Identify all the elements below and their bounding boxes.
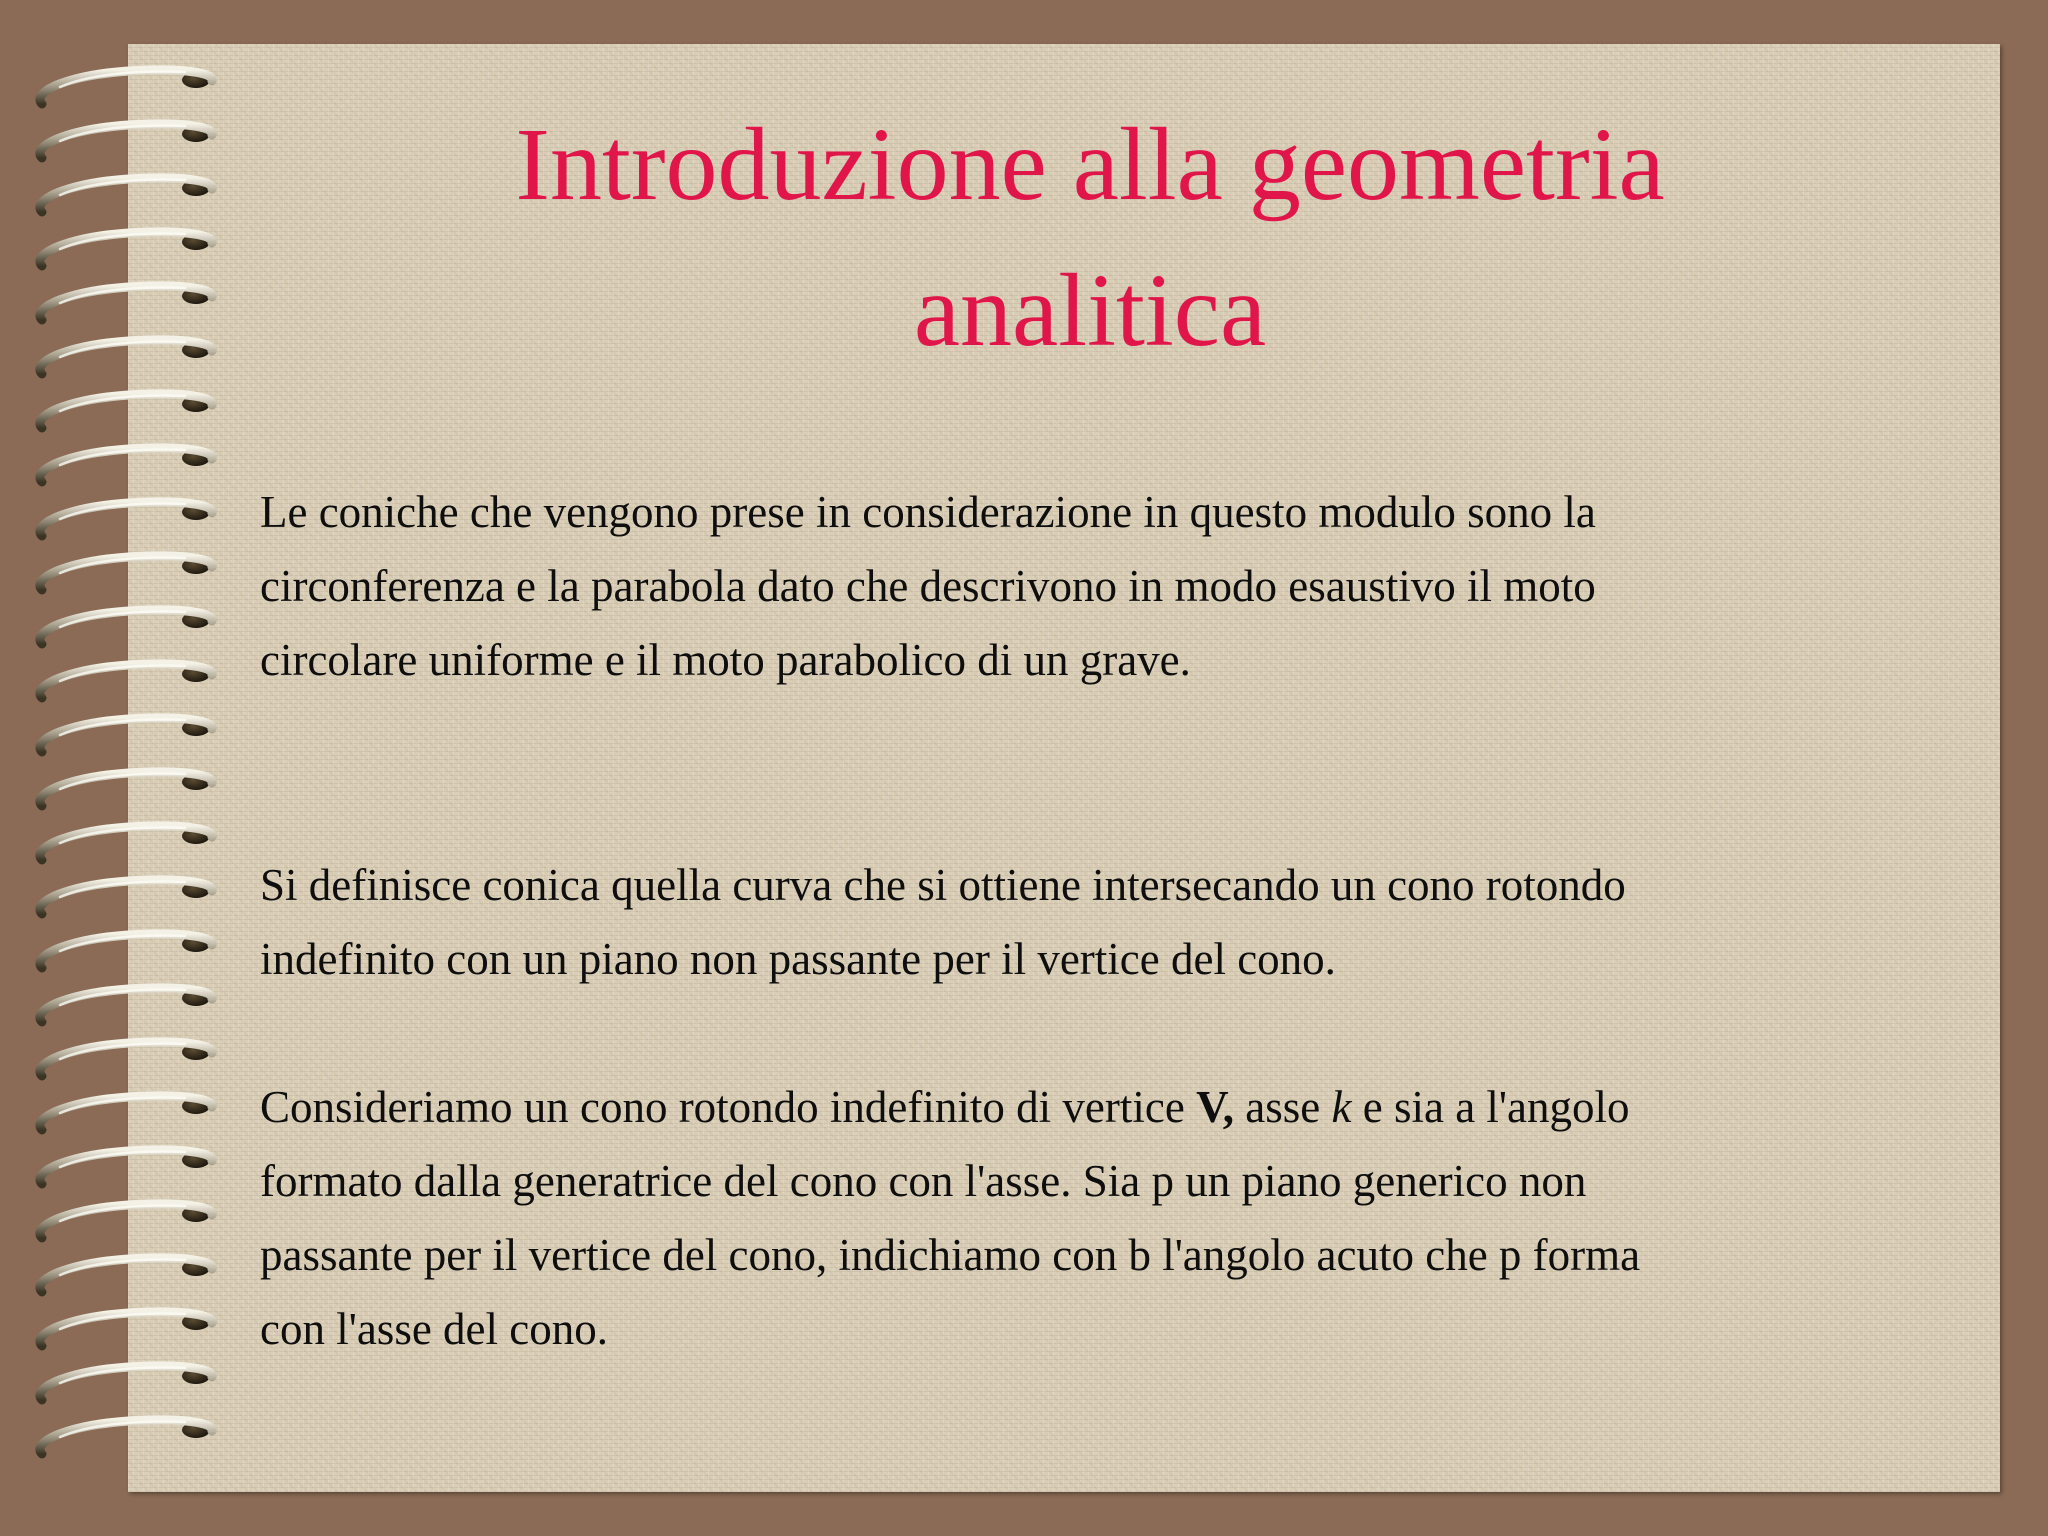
text-line: Si definisce conica quella curva che si ottiene intersecando un cono rotondo <box>260 860 1626 910</box>
spiral-coil <box>40 70 212 104</box>
spiral-coil <box>40 772 212 806</box>
text-line: circonferenza e la parabola dato che descrivono in modo esaustivo il moto <box>260 561 1596 611</box>
spiral-coil <box>40 1096 212 1130</box>
spiral-coil <box>40 664 212 698</box>
paragraph-cone-setup <box>260 1070 1900 1366</box>
spiral-coil <box>40 718 212 752</box>
text-segment: Consideriamo un cono rotondo indefinito di vertice <box>260 1082 1197 1132</box>
text-line: con l'asse del cono. <box>260 1304 609 1354</box>
spiral-coil <box>40 610 212 644</box>
title-line-1: Introduzione alla geometria <box>515 107 1665 222</box>
spiral-coil <box>40 394 212 428</box>
text-line: circolare uniforme e il moto parabolico di un grave. <box>260 635 1191 685</box>
text-line: formato dalla generatrice del cono con l'asse. Sia p un piano generico non <box>260 1156 1587 1206</box>
text-segment: asse <box>1234 1082 1332 1132</box>
spiral-coil <box>40 232 212 266</box>
spiral-coil <box>40 1150 212 1184</box>
slide-title <box>330 92 1850 384</box>
spiral-binding-icon <box>0 60 230 1480</box>
spiral-coil <box>40 1312 212 1346</box>
spiral-coil <box>40 1258 212 1292</box>
spiral-coil <box>40 286 212 320</box>
text-line: passante per il vertice del cono, indichiamo con b l'angolo acuto che p forma <box>260 1230 1641 1280</box>
spiral-coil <box>40 556 212 590</box>
text-line: indefinito con un piano non passante per il vertice del cono. <box>260 934 1336 984</box>
spiral-coil <box>40 934 212 968</box>
spiral-coil <box>40 1420 212 1454</box>
text-segment: e sia a l'angolo <box>1351 1082 1630 1132</box>
spiral-coil <box>40 1366 212 1400</box>
spiral-coil <box>40 340 212 374</box>
paragraph-conics-intro <box>260 475 1900 697</box>
spiral-coil <box>40 1042 212 1076</box>
axis-label: k <box>1331 1082 1352 1132</box>
vertex-label: V, <box>1196 1082 1235 1132</box>
spiral-coil <box>40 448 212 482</box>
spiral-coil <box>40 502 212 536</box>
spiral-coil <box>40 826 212 860</box>
spiral-coil <box>40 1204 212 1238</box>
title-line-2: analitica <box>913 253 1267 368</box>
spiral-coil <box>40 988 212 1022</box>
paragraph-conic-definition <box>260 848 1900 996</box>
spiral-coil <box>40 124 212 158</box>
spiral-coil <box>40 178 212 212</box>
text-line: Le coniche che vengono prese in considerazione in questo modulo sono la <box>260 487 1596 537</box>
spiral-coil <box>40 880 212 914</box>
